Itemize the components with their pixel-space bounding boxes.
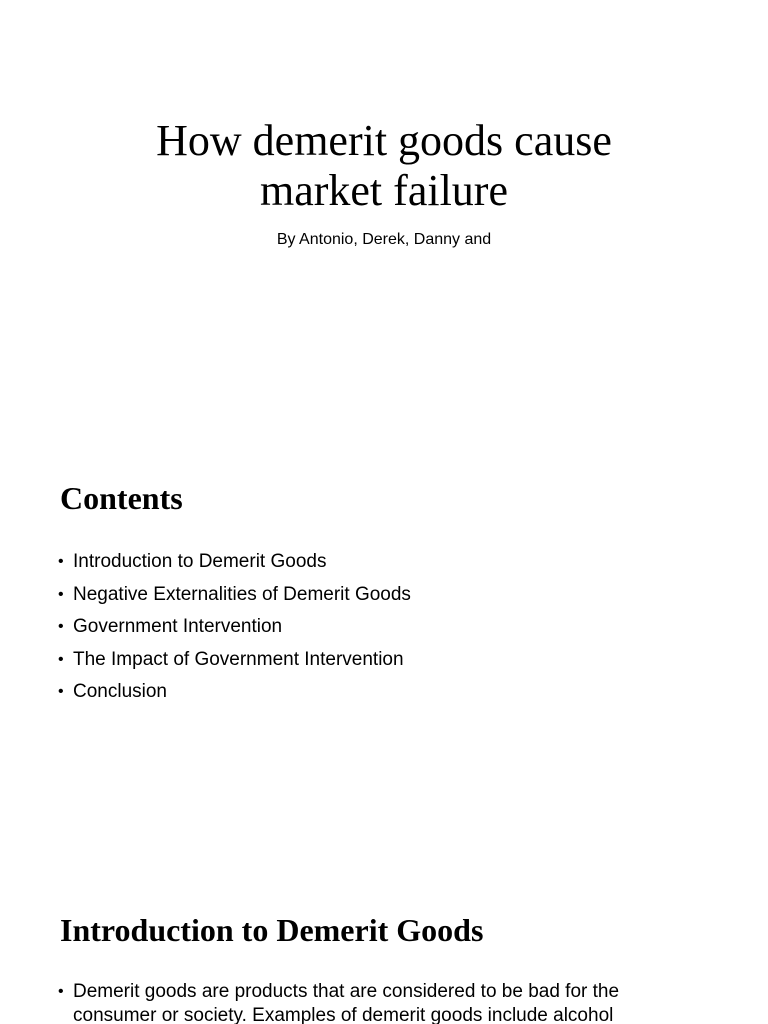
bullet-icon: • (58, 553, 64, 570)
list-item (58, 676, 411, 709)
list-item-text: Demerit goods are products that are considered to be bad for the consumer or society. Examples of demerit goods include alcohol (73, 981, 620, 1024)
contents-heading: Contents (60, 480, 183, 516)
bullet-icon: • (58, 683, 64, 700)
presentation-subtitle: By Antonio, Derek, Danny and (276, 231, 492, 248)
bullet-icon: • (58, 618, 64, 635)
list-item-text: Government Intervention (73, 616, 283, 637)
introduction-slide (0, 864, 768, 1024)
list-item (58, 980, 698, 1024)
list-item-text: Conclusion (73, 681, 167, 702)
introduction-heading: Introduction to Demerit Goods (60, 912, 484, 948)
list-item (58, 579, 411, 612)
contents-slide (0, 432, 768, 864)
list-item (58, 644, 411, 677)
list-item-text: The Impact of Government Intervention (73, 648, 404, 670)
presentation-title (0, 116, 768, 216)
contents-list (58, 546, 411, 709)
list-item (58, 546, 411, 579)
bullet-icon: • (58, 983, 64, 1000)
bullet-icon: • (58, 650, 64, 668)
list-item-text: Negative Externalities of Demerit Goods (73, 583, 411, 605)
introduction-list (58, 980, 698, 1024)
title-line: market failure (260, 166, 508, 215)
title-line: How demerit goods cause (156, 116, 612, 165)
list-item (58, 611, 411, 644)
title-slide (0, 0, 768, 432)
bullet-icon: • (58, 585, 64, 603)
list-item-text: Introduction to Demerit Goods (73, 551, 327, 572)
